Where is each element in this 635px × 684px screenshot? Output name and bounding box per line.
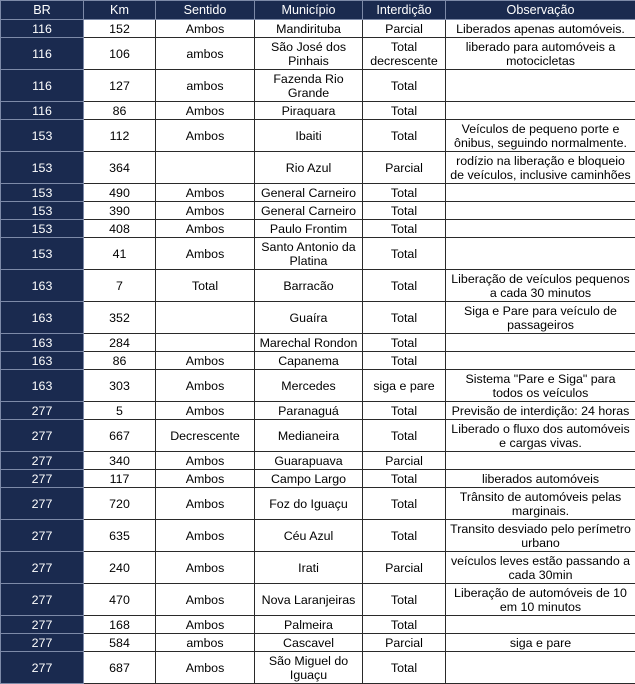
cell-sentido: Ambos	[156, 102, 255, 120]
cell-sentido: Ambos	[156, 616, 255, 634]
cell-observacao	[446, 352, 635, 370]
cell-km: 364	[84, 152, 156, 184]
table-row	[1, 184, 635, 202]
cell-observacao	[446, 652, 635, 684]
cell-observacao	[446, 184, 635, 202]
cell-km: 390	[84, 202, 156, 220]
table-row	[1, 238, 635, 270]
cell-km: 635	[84, 520, 156, 552]
cell-br: 277	[1, 616, 84, 634]
table-row	[1, 302, 635, 334]
table-row	[1, 270, 635, 302]
cell-interdicao: Parcial	[363, 152, 446, 184]
cell-observacao	[446, 334, 635, 352]
cell-sentido: Ambos	[156, 470, 255, 488]
cell-km: 86	[84, 352, 156, 370]
cell-interdicao: Total	[363, 202, 446, 220]
cell-sentido: Ambos	[156, 120, 255, 152]
cell-observacao: liberado para automóveis a motocicletas	[446, 38, 635, 70]
cell-interdicao: Total	[363, 184, 446, 202]
table-row	[1, 402, 635, 420]
cell-municipio: Guaíra	[255, 302, 363, 334]
table-row	[1, 488, 635, 520]
cell-observacao: liberados automóveis	[446, 470, 635, 488]
cell-municipio: Campo Largo	[255, 470, 363, 488]
cell-km: 352	[84, 302, 156, 334]
cell-sentido: Ambos	[156, 584, 255, 616]
cell-sentido: Total	[156, 270, 255, 302]
cell-observacao	[446, 102, 635, 120]
cell-km: 152	[84, 20, 156, 38]
cell-municipio: Mandirituba	[255, 20, 363, 38]
cell-br: 277	[1, 520, 84, 552]
cell-km: 117	[84, 470, 156, 488]
cell-br: 277	[1, 652, 84, 684]
cell-observacao: Liberado o fluxo dos automóveis e cargas vivas.	[446, 420, 635, 452]
cell-br: 277	[1, 420, 84, 452]
cell-km: 168	[84, 616, 156, 634]
header-observacao: Observação	[446, 1, 635, 20]
cell-municipio: Mercedes	[255, 370, 363, 402]
cell-sentido: Ambos	[156, 402, 255, 420]
cell-sentido: Decrescente	[156, 420, 255, 452]
cell-municipio: Céu Azul	[255, 520, 363, 552]
cell-interdicao: siga e pare	[363, 370, 446, 402]
cell-km: 470	[84, 584, 156, 616]
header-km: Km	[84, 1, 156, 20]
cell-sentido: Ambos	[156, 352, 255, 370]
cell-municipio: Piraquara	[255, 102, 363, 120]
cell-br: 116	[1, 38, 84, 70]
cell-municipio: Nova Laranjeiras	[255, 584, 363, 616]
cell-observacao: Liberação de automóveis de 10 em 10 minutos	[446, 584, 635, 616]
cell-interdicao: Total	[363, 220, 446, 238]
cell-br: 163	[1, 334, 84, 352]
cell-municipio: Barracão	[255, 270, 363, 302]
table-row	[1, 584, 635, 616]
cell-observacao	[446, 70, 635, 102]
cell-interdicao: Total	[363, 120, 446, 152]
table-row	[1, 420, 635, 452]
cell-sentido	[156, 152, 255, 184]
cell-observacao: Veículos de pequeno porte e ônibus, seguindo normalmente.	[446, 120, 635, 152]
cell-municipio: Santo Antonio da Platina	[255, 238, 363, 270]
table-row	[1, 452, 635, 470]
cell-br: 277	[1, 402, 84, 420]
cell-sentido: Ambos	[156, 552, 255, 584]
cell-municipio: Irati	[255, 552, 363, 584]
cell-br: 163	[1, 302, 84, 334]
cell-sentido: Ambos	[156, 652, 255, 684]
table-row	[1, 152, 635, 184]
table-row	[1, 616, 635, 634]
cell-sentido: ambos	[156, 38, 255, 70]
table-row	[1, 520, 635, 552]
cell-interdicao: Total	[363, 420, 446, 452]
cell-br: 153	[1, 238, 84, 270]
cell-interdicao: Total	[363, 102, 446, 120]
cell-municipio: São José dos Pinhais	[255, 38, 363, 70]
cell-sentido: ambos	[156, 70, 255, 102]
cell-observacao: siga e pare	[446, 634, 635, 652]
cell-sentido: Ambos	[156, 20, 255, 38]
cell-km: 720	[84, 488, 156, 520]
cell-br: 116	[1, 70, 84, 102]
cell-br: 116	[1, 20, 84, 38]
table-row	[1, 334, 635, 352]
cell-br: 163	[1, 352, 84, 370]
table-body	[1, 20, 635, 684]
cell-municipio: Paulo Frontim	[255, 220, 363, 238]
header-br: BR	[1, 1, 84, 20]
cell-municipio: Paranaguá	[255, 402, 363, 420]
cell-municipio: Rio Azul	[255, 152, 363, 184]
cell-observacao	[446, 220, 635, 238]
cell-municipio: Foz do Iguaçu	[255, 488, 363, 520]
cell-interdicao: Total	[363, 470, 446, 488]
table-row	[1, 220, 635, 238]
cell-interdicao: Parcial	[363, 634, 446, 652]
cell-interdicao: Parcial	[363, 452, 446, 470]
cell-km: 667	[84, 420, 156, 452]
cell-sentido: Ambos	[156, 488, 255, 520]
table-row	[1, 352, 635, 370]
header-interdicao: Interdição	[363, 1, 446, 20]
table-row	[1, 20, 635, 38]
cell-municipio: Guarapuava	[255, 452, 363, 470]
header-row	[1, 1, 635, 20]
cell-br: 163	[1, 370, 84, 402]
header-municipio: Município	[255, 1, 363, 20]
cell-observacao	[446, 238, 635, 270]
cell-km: 240	[84, 552, 156, 584]
cell-interdicao: Total	[363, 652, 446, 684]
cell-km: 303	[84, 370, 156, 402]
cell-km: 7	[84, 270, 156, 302]
cell-interdicao: Total decrescente	[363, 38, 446, 70]
cell-municipio: Medianeira	[255, 420, 363, 452]
cell-observacao: Transito desviado pelo perímetro urbano	[446, 520, 635, 552]
cell-interdicao: Total	[363, 238, 446, 270]
cell-br: 277	[1, 488, 84, 520]
cell-br: 277	[1, 634, 84, 652]
cell-km: 284	[84, 334, 156, 352]
header-sentido: Sentido	[156, 1, 255, 20]
cell-municipio: Fazenda Rio Grande	[255, 70, 363, 102]
cell-km: 687	[84, 652, 156, 684]
cell-observacao: veículos leves estão passando a cada 30min	[446, 552, 635, 584]
table-row	[1, 470, 635, 488]
cell-km: 584	[84, 634, 156, 652]
cell-interdicao: Total	[363, 70, 446, 102]
cell-km: 41	[84, 238, 156, 270]
cell-km: 490	[84, 184, 156, 202]
table-row	[1, 552, 635, 584]
cell-observacao: Liberação de veículos pequenos a cada 30 minutos	[446, 270, 635, 302]
cell-observacao: Siga e Pare para veículo de passageiros	[446, 302, 635, 334]
cell-municipio: General Carneiro	[255, 202, 363, 220]
cell-interdicao: Total	[363, 520, 446, 552]
cell-interdicao: Total	[363, 584, 446, 616]
cell-observacao: Liberados apenas automóveis.	[446, 20, 635, 38]
cell-sentido: ambos	[156, 634, 255, 652]
table-row	[1, 38, 635, 70]
cell-br: 277	[1, 584, 84, 616]
cell-km: 86	[84, 102, 156, 120]
cell-br: 153	[1, 220, 84, 238]
cell-observacao	[446, 202, 635, 220]
cell-interdicao: Total	[363, 402, 446, 420]
cell-interdicao: Total	[363, 270, 446, 302]
cell-br: 277	[1, 452, 84, 470]
table-row	[1, 70, 635, 102]
cell-br: 153	[1, 184, 84, 202]
cell-km: 340	[84, 452, 156, 470]
cell-interdicao: Total	[363, 302, 446, 334]
cell-sentido: Ambos	[156, 238, 255, 270]
cell-km: 5	[84, 402, 156, 420]
cell-observacao	[446, 452, 635, 470]
cell-sentido	[156, 334, 255, 352]
cell-sentido: Ambos	[156, 202, 255, 220]
cell-br: 153	[1, 152, 84, 184]
cell-interdicao: Total	[363, 334, 446, 352]
table-row	[1, 202, 635, 220]
cell-sentido	[156, 302, 255, 334]
table-row	[1, 370, 635, 402]
cell-br: 277	[1, 552, 84, 584]
cell-br: 116	[1, 102, 84, 120]
cell-observacao: rodízio na liberação e bloqueio de veículos, inclusive caminhões	[446, 152, 635, 184]
cell-interdicao: Total	[363, 616, 446, 634]
cell-km: 112	[84, 120, 156, 152]
cell-interdicao: Total	[363, 352, 446, 370]
cell-br: 277	[1, 470, 84, 488]
cell-interdicao: Total	[363, 488, 446, 520]
cell-municipio: General Carneiro	[255, 184, 363, 202]
table-row	[1, 634, 635, 652]
cell-interdicao: Parcial	[363, 20, 446, 38]
cell-municipio: Marechal Rondon	[255, 334, 363, 352]
cell-br: 163	[1, 270, 84, 302]
table-row	[1, 120, 635, 152]
cell-sentido: Ambos	[156, 452, 255, 470]
cell-sentido: Ambos	[156, 520, 255, 552]
table-row	[1, 652, 635, 684]
cell-observacao: Previsão de interdição: 24 horas	[446, 402, 635, 420]
cell-sentido: Ambos	[156, 220, 255, 238]
cell-observacao: Sistema "Pare e Siga" para todos os veículos	[446, 370, 635, 402]
cell-observacao: Trânsito de automóveis pelas marginais.	[446, 488, 635, 520]
cell-km: 408	[84, 220, 156, 238]
cell-interdicao: Parcial	[363, 552, 446, 584]
cell-observacao	[446, 616, 635, 634]
cell-municipio: Palmeira	[255, 616, 363, 634]
cell-km: 106	[84, 38, 156, 70]
cell-br: 153	[1, 120, 84, 152]
cell-municipio: São Miguel do Iguaçu	[255, 652, 363, 684]
cell-br: 153	[1, 202, 84, 220]
cell-municipio: Ibaiti	[255, 120, 363, 152]
table-row	[1, 102, 635, 120]
cell-municipio: Capanema	[255, 352, 363, 370]
cell-sentido: Ambos	[156, 370, 255, 402]
cell-municipio: Cascavel	[255, 634, 363, 652]
cell-km: 127	[84, 70, 156, 102]
cell-sentido: Ambos	[156, 184, 255, 202]
